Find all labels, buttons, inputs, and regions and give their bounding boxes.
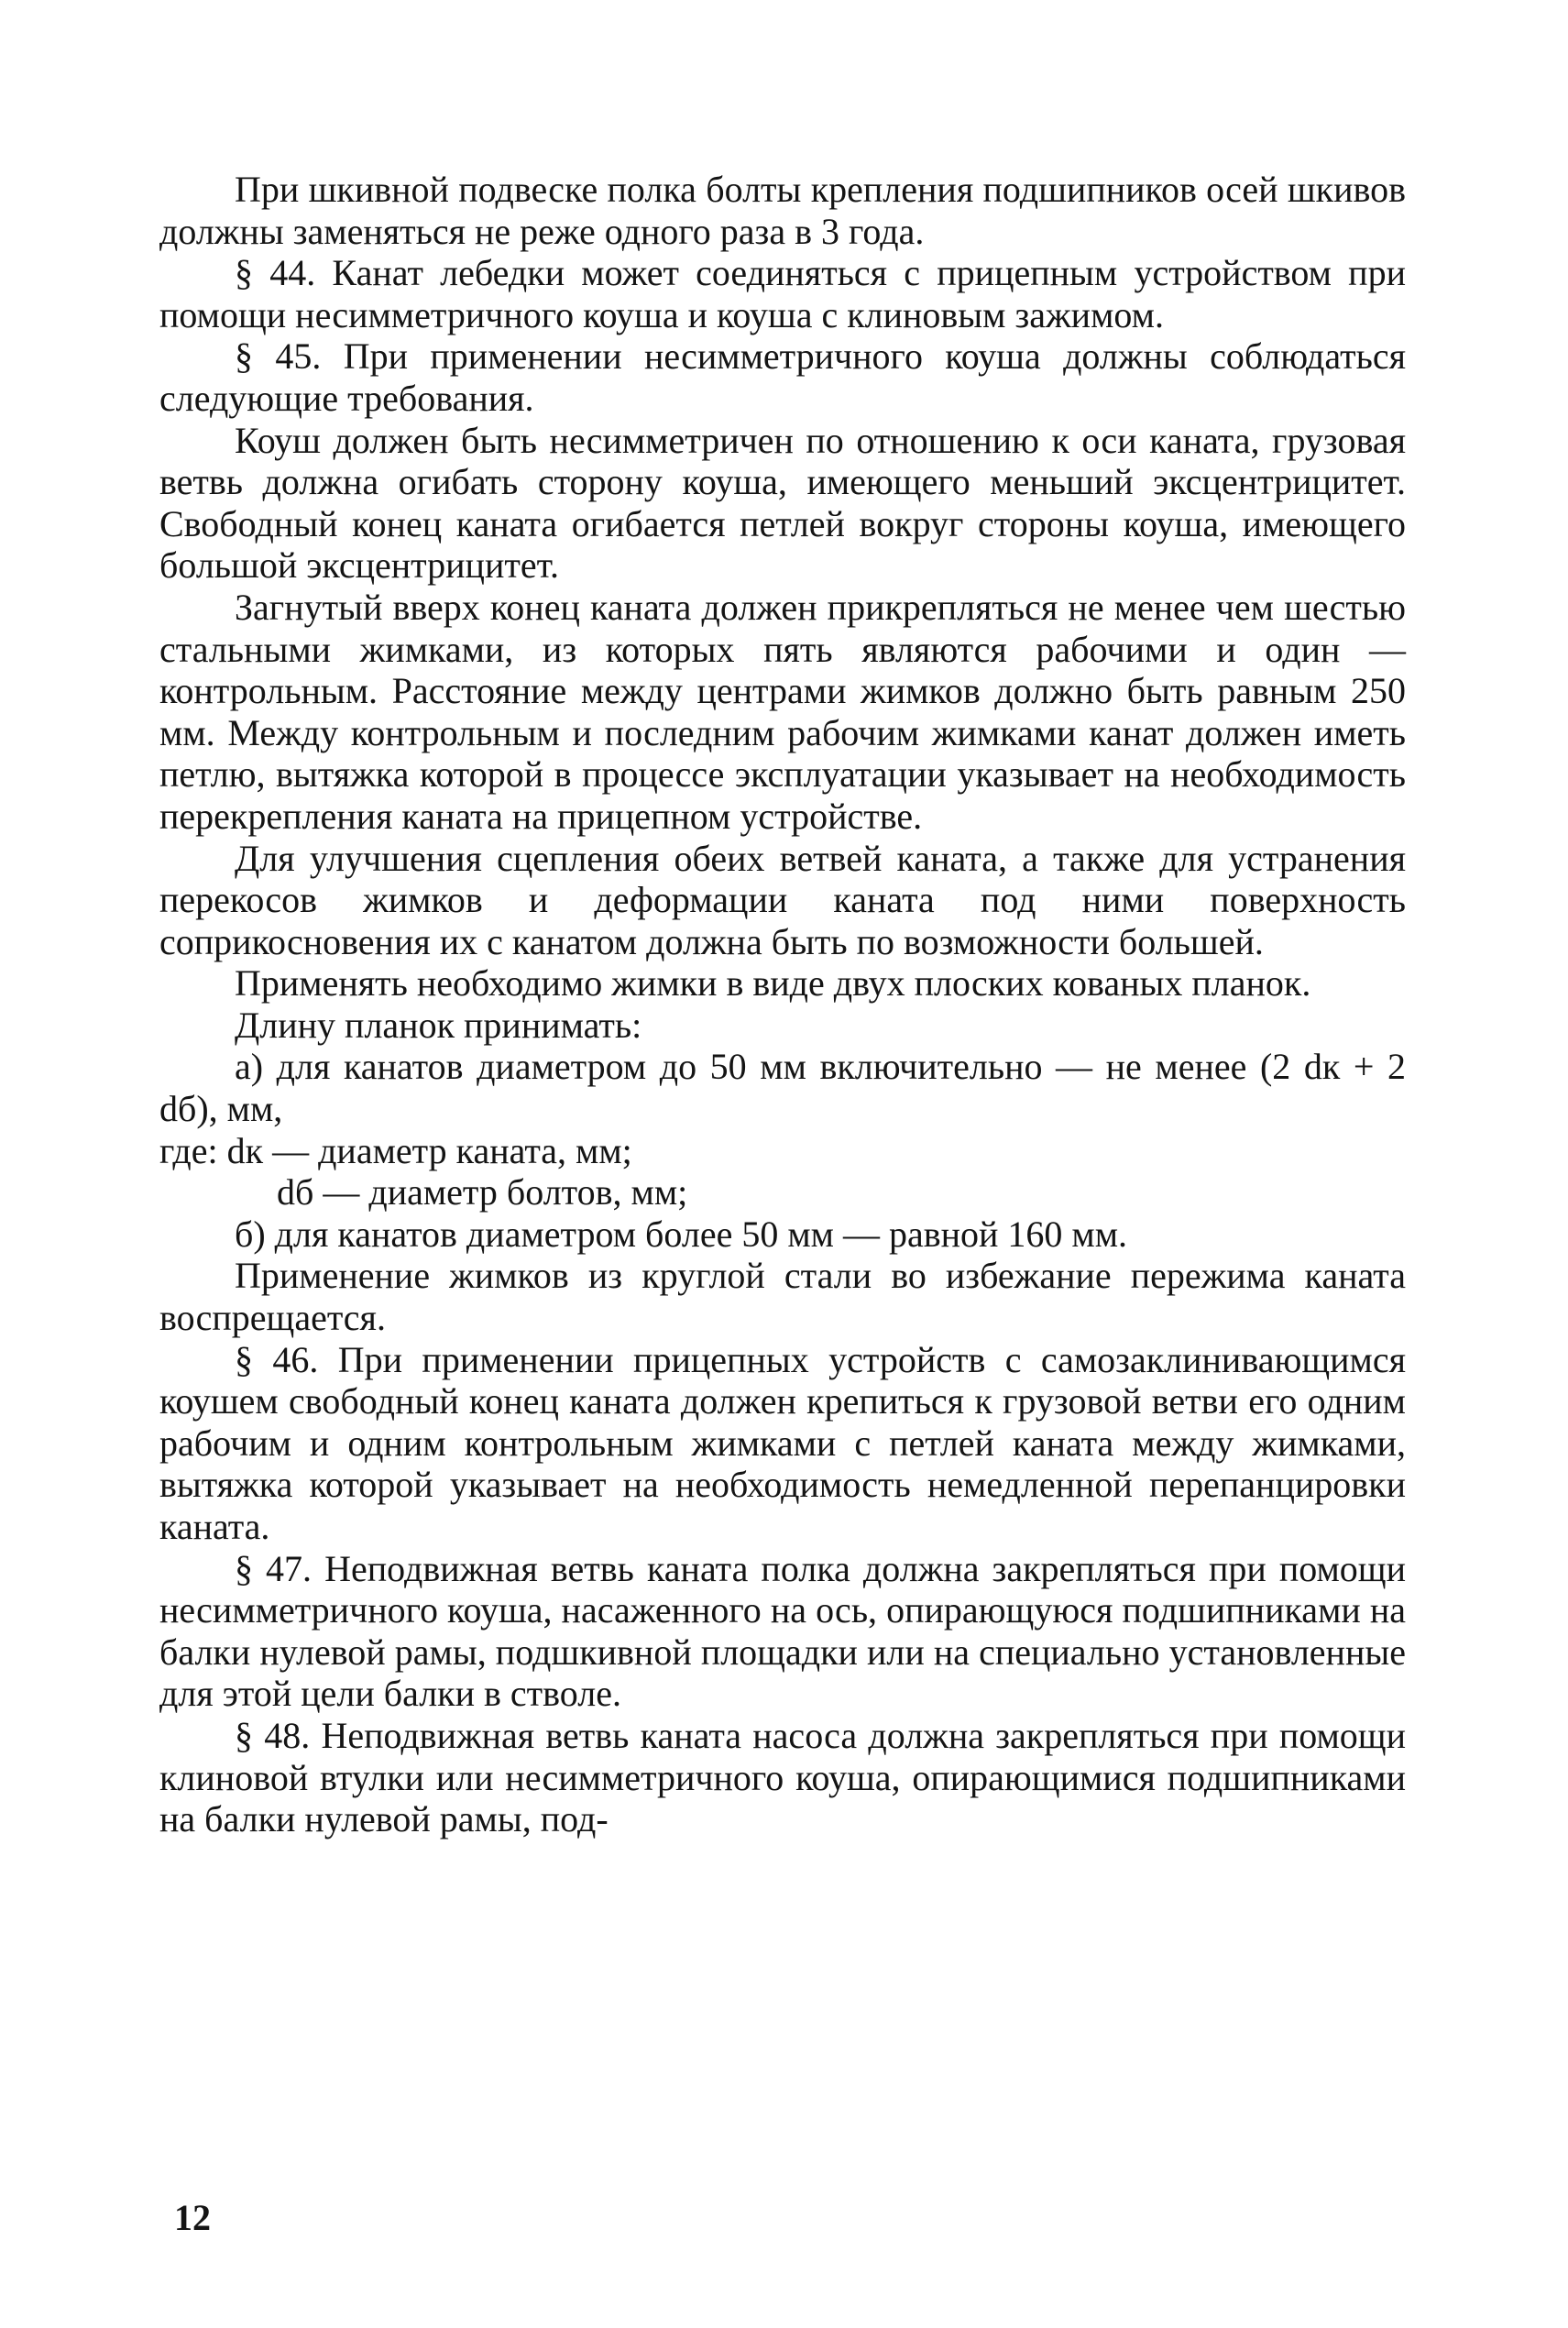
page-number: 12 xyxy=(174,2197,211,2238)
list-item-a: а) для канатов диаметром до 50 мм включительно — не менее (2 dк + 2 dб), мм, xyxy=(159,1046,1406,1130)
definition-line: dб — диаметр болтов, мм; xyxy=(277,1171,688,1213)
paragraph: Применение жимков из круглой стали во избежание пережима каната воспрещается. xyxy=(159,1255,1406,1339)
section-44: § 44. Канат лебедки может соединяться с прицепным устройством при помощи несимметричного коуша и коуша с клиновым зажимом. xyxy=(159,252,1406,335)
section-48: § 48. Неподвижная ветвь каната насоса должна закрепляться при помощи клиновой втулки или несимметричного коуша, опирающимися подшипниками на балки нулевой рамы, под- xyxy=(159,1714,1406,1840)
list-item-b: б) для канатов диаметром более 50 мм — равной 160 мм. xyxy=(235,1213,1128,1255)
paragraph: Загнутый вверх конец каната должен прикрепляться не менее чем шестью стальными жимками, из которых пять являются рабочими и один — контрольным. Расстояние между центрами жимков должно быть равным 250 мм. Между контрольным и последним рабочим жимками канат должен иметь петлю, вытяжка которой в процессе эксплуатации указывает на необходимость перекрепления каната на прицепном устройстве. xyxy=(159,586,1406,837)
paragraph: Коуш должен быть несимметричен по отношению к оси каната, грузовая ветвь должна огибать сторону коуша, имеющего меньший эксцентрицитет. Свободный конец каната огибается петлей вокруг стороны коуша, имеющего большой эксцентрицитет. xyxy=(159,419,1406,587)
body-text xyxy=(159,169,1406,1840)
section-47: § 47. Неподвижная ветвь каната полка должна закрепляться при помощи несимметричного коуша, насаженного на ось, опирающуюся подшипниками на балки нулевой рамы, подшкивной площадки или на специально установленные для этой цели балки в стволе. xyxy=(159,1547,1406,1715)
section-45: § 45. При применении несимметричного коуша должны соблюдаться следующие требования. xyxy=(159,335,1406,419)
paragraph: При шкивной подвеске полка болты крепления подшипников осей шкивов должны заменяться не реже одного раза в 3 года. xyxy=(159,169,1406,252)
definition-line: где: dк — диаметр каната, мм; xyxy=(159,1129,632,1171)
paragraph: Для улучшения сцепления обеих ветвей каната, а также для устранения перекосов жимков и деформации каната под ними поверхность соприкосновения их с канатом должна быть по возможности большей. xyxy=(159,837,1406,962)
paragraph: Длину планок принимать: xyxy=(235,1004,642,1046)
paragraph: Применять необходимо жимки в виде двух плоских кованых планок. xyxy=(235,962,1311,1005)
section-46: § 46. При применении прицепных устройств с самозаклинивающимся коушем свободный конец каната должен крепиться к грузовой ветви его одним рабочим и одним контрольным жимками с петлей каната между жимками, вытяжка которой указывает на необходимость немедленной перепанцировки каната. xyxy=(159,1338,1406,1547)
